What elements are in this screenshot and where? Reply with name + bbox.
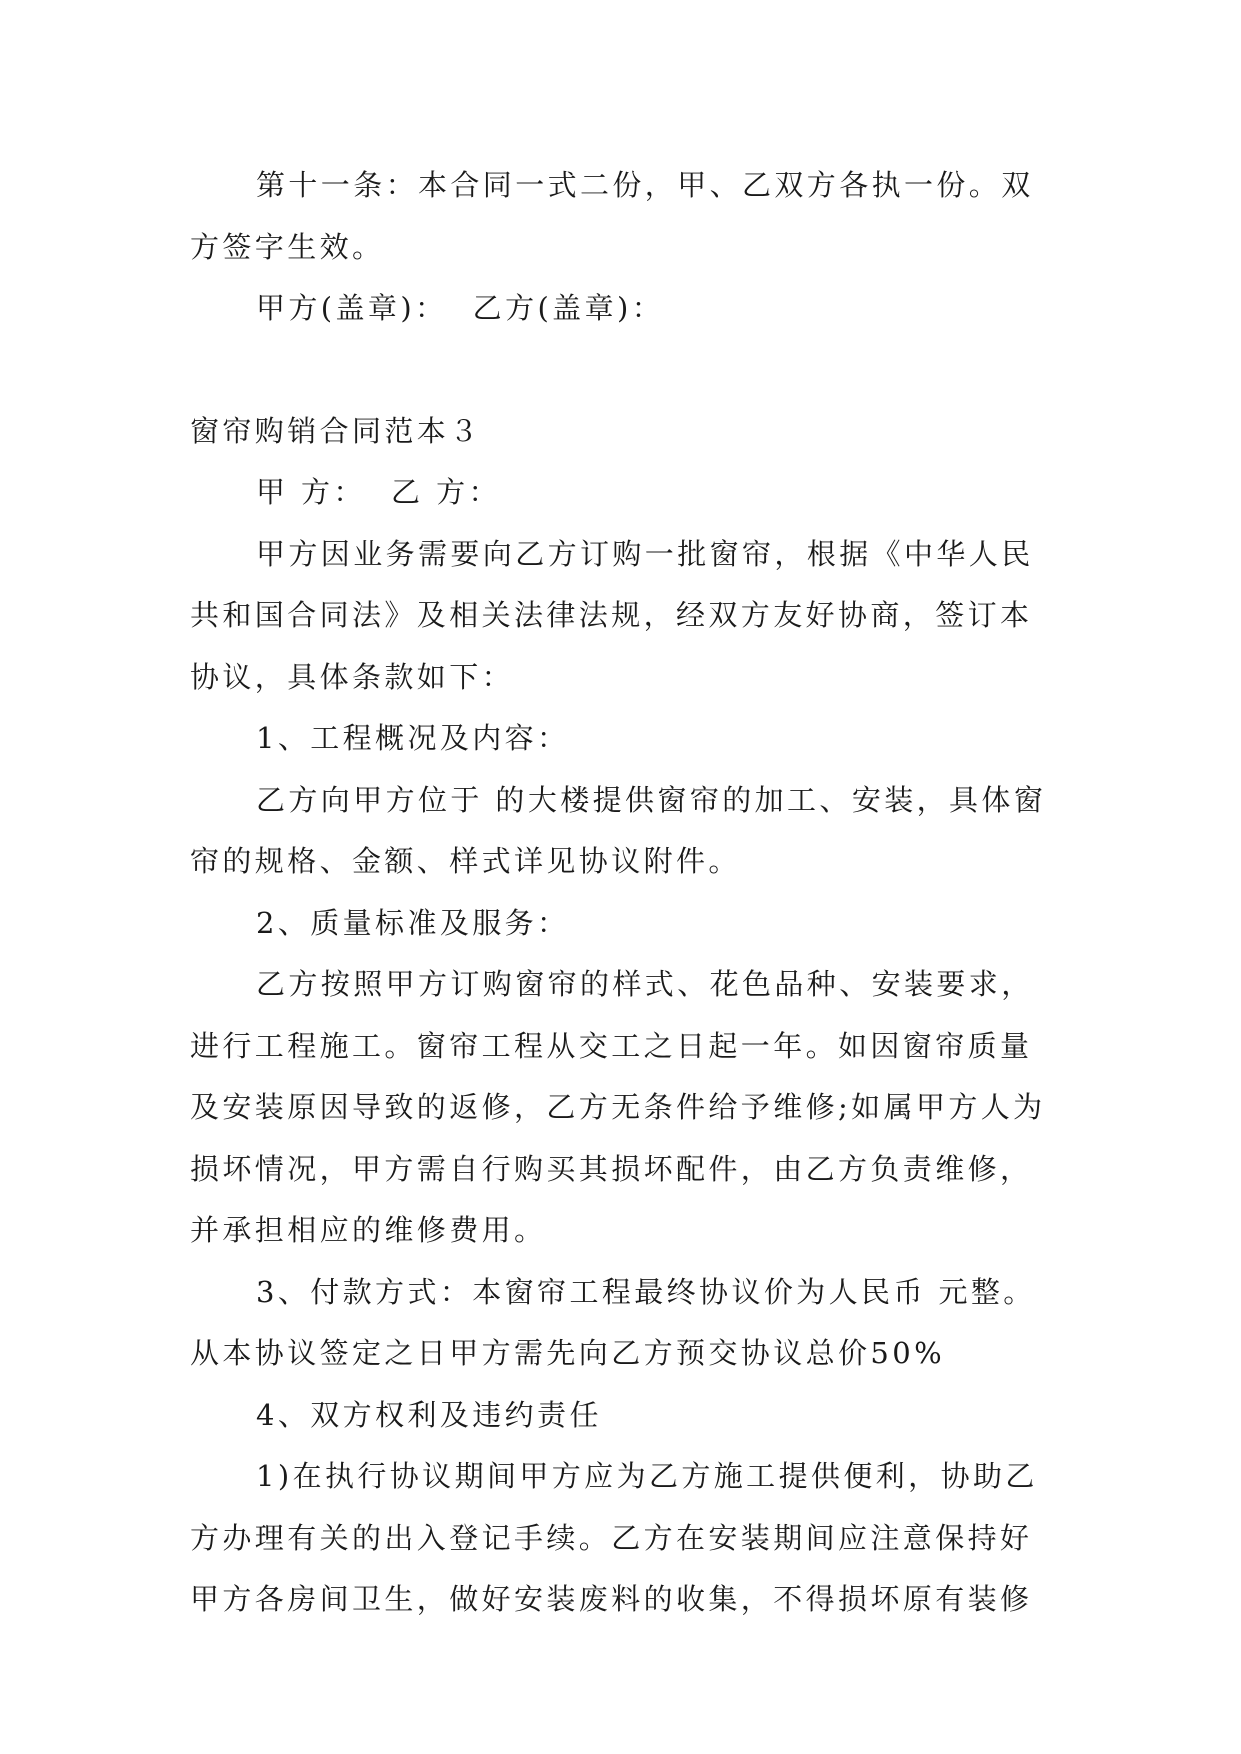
clause-heading-2: 2、质量标准及服务： [256, 905, 570, 940]
paragraph-article-11: 第十一条：本合同一式二份，甲、乙双方各执一份。双方签字生效。 [190, 168, 1034, 264]
paragraph-clause-4-1: 1)在执行协议期间甲方应为乙方施工提供便利，协助乙方办理有关的出入登记手续。乙方在安装期间应注意保持好甲方各房间卫生，做好安装废料的收集，不得损坏原有装修 [190, 1459, 1038, 1616]
document-page [190, 155, 1060, 1631]
paragraph-signature-seals: 甲方(盖章)： 乙方(盖章)： [256, 291, 665, 325]
paragraph-intro: 甲方因业务需要向乙方订购一批窗帘，根据《中华人民共和国合同法》及相关法律法规，经双方友好协商，签订本协议，具体条款如下： [190, 536, 1034, 694]
paragraph-clause-3: 3、付款方式：本窗帘工程最终协议价为人民币 元整。从本协议签定之日甲方需先向乙方预交协议总价50% [190, 1274, 1036, 1370]
paragraph-parties: 甲 方： 乙 方： [256, 475, 501, 509]
blank-line [190, 340, 1060, 401]
paragraph-clause-1: 乙方向甲方位于 的大楼提供窗帘的加工、安装，具体窗帘的规格、金额、样式详见协议附件。 [190, 782, 1047, 878]
paragraph-clause-2: 乙方按照甲方订购窗帘的样式、花色品种、安装要求，进行工程施工。窗帘工程从交工之日起一年。如因窗帘质量及安装原因导致的返修，乙方无条件给予维修;如属甲方人为损坏情况，甲方需自行购买其损坏配件，由乙方负责维修，并承担相应的维修费用。 [190, 967, 1046, 1247]
clause-heading-4: 4、双方权利及违约责任 [256, 1397, 602, 1432]
clause-heading-1: 1、工程概况及内容： [256, 721, 570, 755]
section-heading: 窗帘购销合同范本３ [190, 413, 482, 448]
